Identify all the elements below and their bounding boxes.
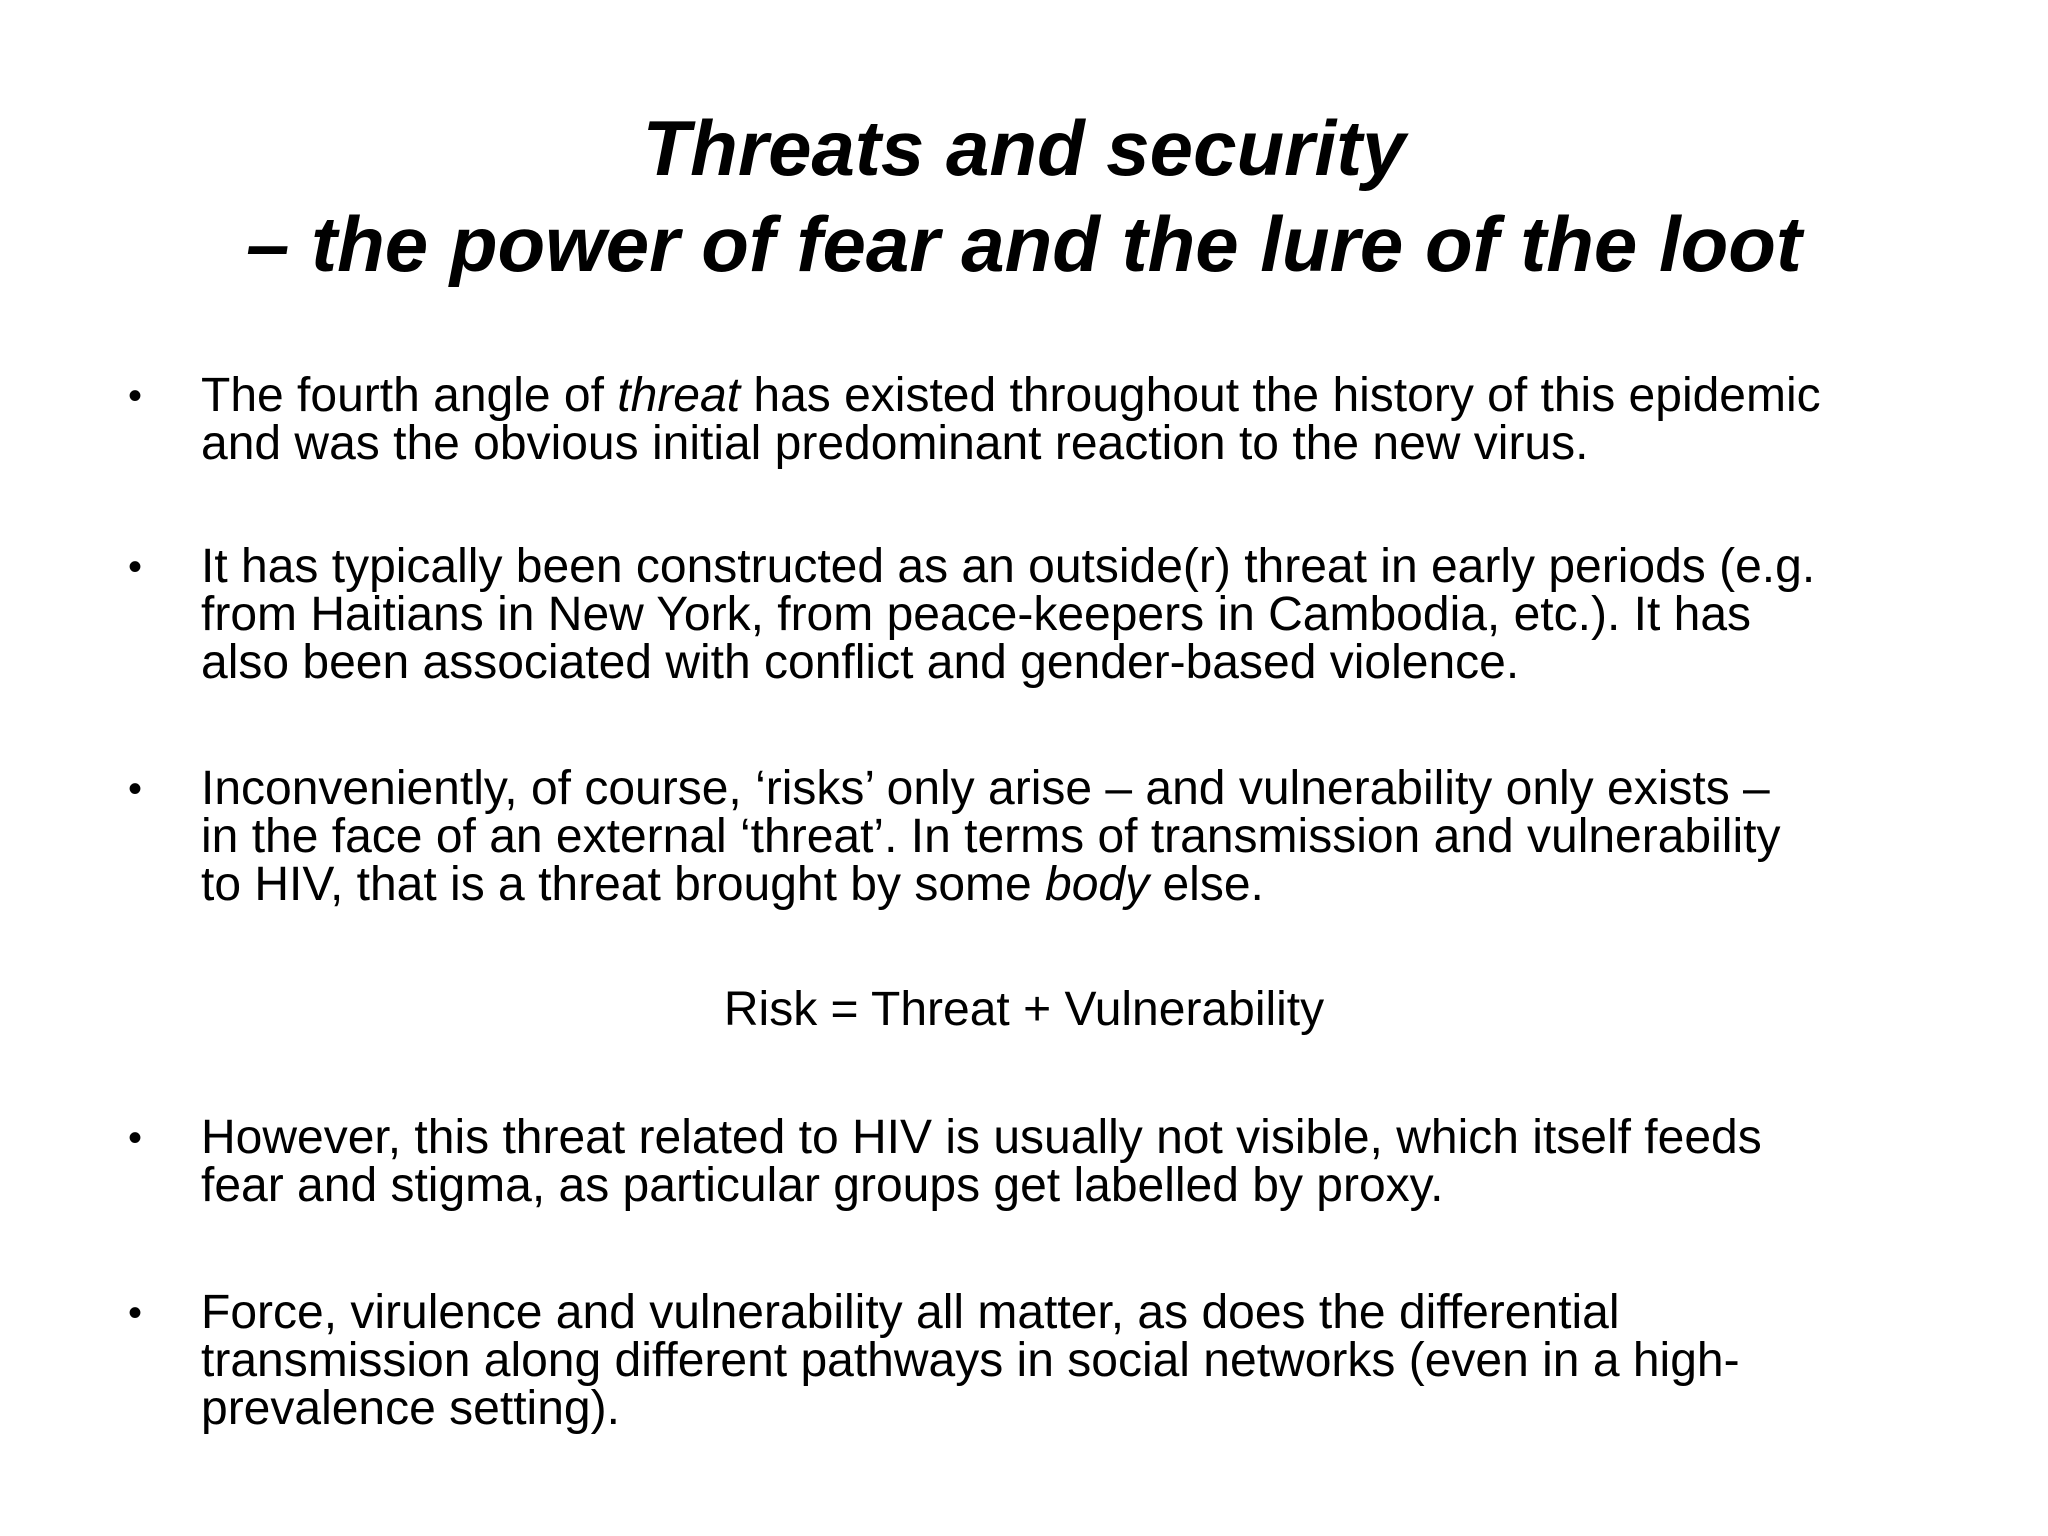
bullet-line: Force, virulence and vulnerability all matter, as does the differential [201, 1286, 1620, 1339]
bullet-line: and was the obvious initial predominant reaction to the new virus. [201, 417, 1589, 470]
text-run: else. [1149, 858, 1264, 911]
text-run: The fourth angle of [201, 369, 618, 422]
emphasis-text: body [1045, 858, 1150, 911]
slide-title [0, 100, 2048, 292]
bullet-line: prevalence setting). [201, 1382, 620, 1435]
bullet-marker: • [128, 1116, 143, 1160]
text-run: to HIV, that is a threat brought by some [201, 858, 1046, 911]
bullet-marker: • [128, 767, 143, 811]
bullet-line: also been associated with conflict and gender-based violence. [201, 636, 1520, 689]
bullet-marker: • [128, 545, 143, 589]
bullet-marker: • [128, 1291, 143, 1335]
bullet-line: from Haitians in New York, from peace-keepers in Cambodia, etc.). It has [201, 588, 1752, 641]
bullet-line [201, 858, 1971, 911]
bullet-line [201, 369, 1971, 422]
emphasis-text: threat [617, 369, 741, 422]
bullet-text [201, 1111, 1971, 1212]
bullet-text [201, 762, 1971, 911]
bullet-marker: • [128, 374, 143, 418]
bullet-line: It has typically been constructed as an outside(r) threat in early periods (e.g. [201, 540, 1816, 593]
title-line-2: – the power of fear and the lure of the loot [246, 200, 1802, 288]
bullet-text [201, 369, 1971, 470]
bullet-text [201, 1286, 1971, 1435]
title-line-1: Threats and security [642, 104, 1406, 192]
bullet-line: in the face of an external ‘threat’. In terms of transmission and vulnerability [201, 810, 1781, 863]
bullet-line: Inconveniently, of course, ‘risks’ only arise – and vulnerability only exists – [201, 762, 1770, 815]
bullet-line: fear and stigma, as particular groups get labelled by proxy. [201, 1159, 1444, 1212]
bullet-line: However, this threat related to HIV is usually not visible, which itself feeds [201, 1111, 1762, 1164]
bullet-line: transmission along different pathways in social networks (even in a high- [201, 1334, 1740, 1387]
bullet-text [201, 540, 1971, 689]
text-run: has existed throughout the history of this epidemic [740, 369, 1821, 422]
risk-formula: Risk = Threat + Vulnerability [723, 983, 1325, 1036]
